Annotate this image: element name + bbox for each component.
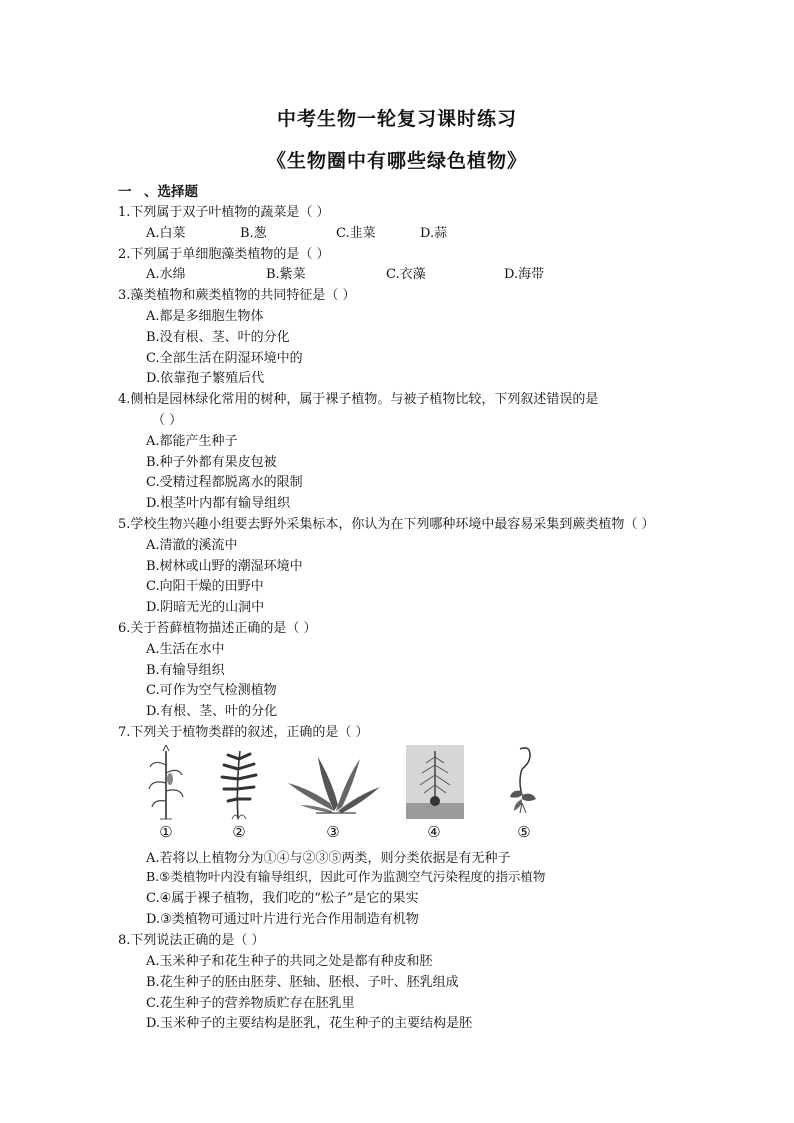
question-8-stem: 8.下列说法正确的是（ ） [118,933,265,948]
option-6a: A.生活在水中 [146,642,225,657]
question-3-stem: 3.藻类植物和蕨类植物的共同特征是（ ） [118,288,356,303]
plant-2-figure [218,745,260,820]
option-6d: D.有根、茎、叶的分化 [146,704,278,719]
option-7d: D.③类植物可通过叶片进行光合作用制造有机物 [146,912,419,927]
corn-plant-icon [146,745,186,820]
option-8b: B.花生种子的胚由胚芽、胚轴、胚根、子叶、胚乳组成 [146,975,459,990]
option-5d: D.阴暗无光的山洞中 [146,600,265,615]
section-label: 、选择题 [144,184,198,200]
option-5c: C.向阳干燥的田野中 [146,579,264,594]
question-4-stem: 4.侧柏是园林绿化常用的树种，属于裸子植物。与被子植物比较，下列叙述错误的是 [118,392,599,407]
option-2b: B.紫菜 [266,267,306,282]
question-4-blank: （ ） [152,413,183,428]
page-subtitle: 《生物圈中有哪些绿色植物》 [266,150,527,172]
option-8c: C.花生种子的营养物质贮存在胚乳里 [146,996,355,1011]
option-7a: A.若将以上植物分为①④与②③⑤两类，则分类依据是有无种子 [146,851,511,866]
plant-5-figure [506,745,542,815]
option-2a: A.水绵 [146,267,186,282]
pine-seedling-icon [406,745,464,819]
option-1c: C.韭菜 [336,226,376,241]
option-4a: A.都能产生种子 [146,434,238,449]
option-1a: A.白菜 [146,226,186,241]
question-2-stem: 2.下列属于单细胞藻类植物的是（ ） [118,247,330,262]
question-5-stem: 5.学校生物兴趣小组要去野外采集标本，你认为在下列哪种环境中最容易采集到蕨类植物（ ） [118,517,655,532]
question-1-stem: 1.下列属于双子叶植物的蔬菜是（ ） [118,205,330,220]
option-6b: B.有输导组织 [146,663,225,678]
option-2d: D.海带 [504,267,545,282]
plant-2-label: ② [232,823,246,841]
plant-1-label: ① [159,823,173,841]
option-8d: D.玉米种子的主要结构是胚乳，花生种子的主要结构是胚 [146,1016,473,1031]
question-6-stem: 6.关于苔藓植物描述正确的是（ ） [118,621,317,636]
plant-3-figure [286,745,382,815]
plant-4-label: ④ [427,823,441,841]
option-3b: B.没有根、茎、叶的分化 [146,330,290,345]
option-5a: A.清澈的溪流中 [146,538,238,553]
option-2c: C.衣藻 [386,267,426,282]
section-heading [118,180,198,200]
option-7b: B.⑤类植物叶内没有输导组织，因此可作为监测空气污染程度的指示植物 [146,869,546,884]
plant-figures [140,745,560,845]
option-5b: B.树林或山野的潮湿环境中 [146,559,303,574]
question-7-stem: 7.下列关于植物类群的叙述，正确的是（ ） [118,725,369,740]
plant-1-figure [146,745,186,820]
page-title: 中考生物一轮复习课时练习 [276,108,517,130]
option-4c: C.受精过程都脱离水的限制 [146,475,303,490]
option-1b: B.葱 [240,226,267,241]
moss-plant-icon [506,745,542,815]
option-3a: A.都是多细胞生物体 [146,309,264,324]
option-3d: D.依靠孢子繁殖后代 [146,371,265,386]
plant-5-label: ⑤ [517,823,531,841]
algae-plant-icon [286,745,382,815]
option-4b: B.种子外都有果皮包被 [146,455,277,470]
option-8a: A.玉米种子和花生种子的共同之处是都有种皮和胚 [146,954,433,969]
plant-3-label: ③ [326,823,340,841]
option-1d: D.蒜 [420,226,448,241]
option-3c: C.全部生活在阴湿环境中的 [146,351,303,366]
fern-plant-icon [218,745,260,820]
option-4d: D.根茎叶内都有输导组织 [146,496,291,511]
option-6c: C.可作为空气检测植物 [146,683,277,698]
section-number: 一 [118,184,132,200]
plant-4-figure [406,745,464,819]
option-7c: C.④属于裸子植物，我们吃的“松子”是它的果实 [146,891,419,906]
